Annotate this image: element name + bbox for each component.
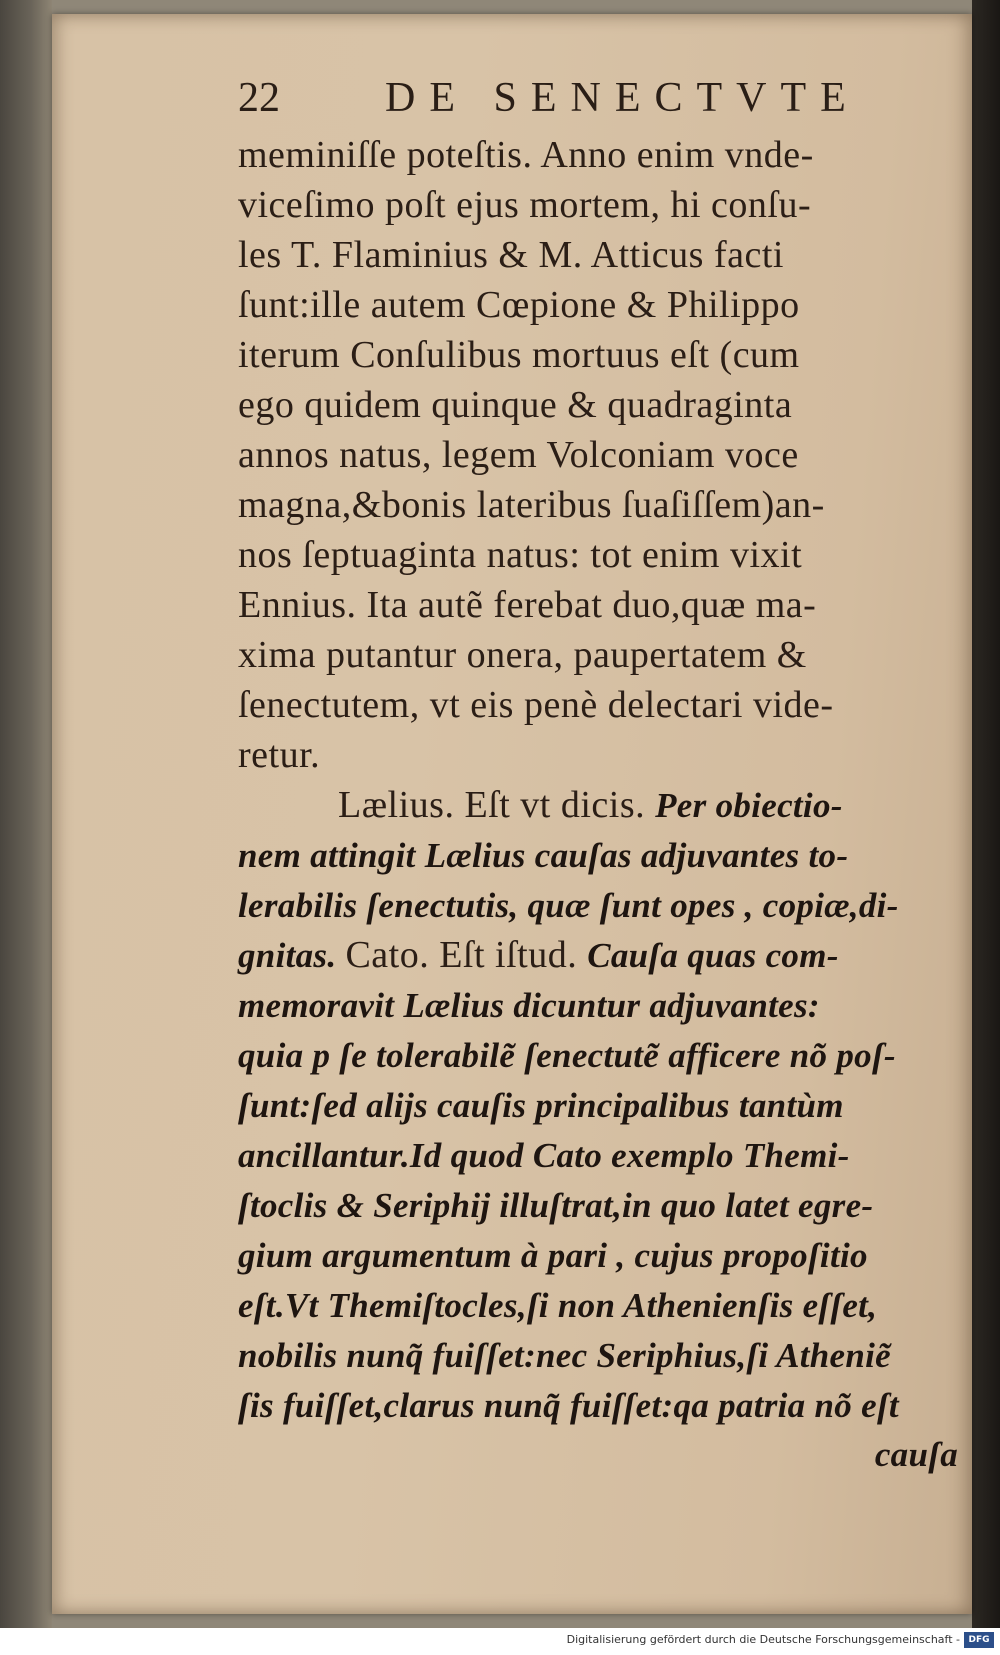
text-line [238, 930, 958, 980]
commentary-text: ſunt:ſed alijs cauſis principalibus tantùm [238, 1086, 844, 1125]
text-line: ſenectutem, vt eis penè delectari vide- [238, 684, 834, 726]
commentary-text: gnitas. [238, 936, 346, 975]
commentary-text: eſt.Vt Themiſtocles,ſi non Athenienſis eſſet, [238, 1286, 878, 1325]
commentary-text: gium argumentum à pari , cujus propoſitio [238, 1236, 868, 1275]
text-line: xima putantur onera, paupertatem & [238, 634, 807, 676]
text-line [238, 830, 958, 880]
footer-credit: Digitalisierung gefördert durch die Deutsche Forschungsgemeinschaft - [566, 1633, 960, 1646]
footer-bar [0, 1628, 1000, 1655]
commentary-text: nobilis nunq̃ fuiſſet:nec Seriphius,ſi Atheniẽ [238, 1336, 892, 1375]
text-line: annos natus, legem Volconiam voce [238, 434, 799, 476]
text-line [238, 980, 958, 1030]
dfg-logo: DFG [964, 1632, 994, 1648]
text-line: ego quidem quinque & quadraginta [238, 384, 793, 426]
text-line: les T. Flaminius & M. Atticus facti [238, 234, 784, 276]
text-line [238, 880, 958, 930]
text-line: magna,&bonis lateribus ſuaſiſſem)an- [238, 484, 825, 526]
text-line [238, 1180, 958, 1230]
text-line: meminiſſe poteſtis. Anno enim vnde- [238, 134, 814, 176]
text-line [238, 1080, 958, 1130]
page-number: 22 [238, 75, 280, 121]
text-line [238, 1380, 958, 1430]
commentary-text: nem attingit Lælius cauſas adjuvantes to- [238, 836, 849, 875]
text-line [238, 1230, 958, 1280]
commentary-text: lerabilis ſenectutis, quæ ſunt opes , copiæ,di- [238, 886, 899, 925]
commentary-text: ſtoclis & Seriphij illuſtrat,in quo latet egre- [238, 1186, 874, 1225]
commentary-text: Per obiectio- [655, 786, 843, 825]
commentary-text: memoravit Lælius dicuntur adjuvantes: [238, 986, 820, 1025]
text-line [238, 1330, 958, 1380]
text-line: nos ſeptuaginta natus: tot enim vixit [238, 534, 803, 576]
page-edge-right [972, 0, 1000, 1628]
page-gutter-left [0, 0, 52, 1628]
main-text [238, 130, 958, 1480]
commentary-text: Cauſa quas com- [587, 936, 839, 975]
text-line [238, 1030, 958, 1080]
catchword: cauſa [874, 1435, 958, 1474]
commentary-text: ancillantur.Id quod Cato exemplo Themi- [238, 1136, 850, 1175]
text-line: retur. [238, 734, 321, 776]
commentary-text: quia p ſe tolerabilẽ ſenectutẽ afficere nõ poſ- [238, 1036, 896, 1075]
running-title: DE SENECTVTE [385, 75, 860, 121]
text-line [238, 1280, 958, 1330]
dialogue-text: Lælius. Eſt vt dicis. [338, 784, 656, 826]
commentary-text: ſis fuiſſet,clarus nunq̃ fuiſſet:qa patria nõ eſt [238, 1386, 899, 1425]
text-line [238, 1130, 958, 1180]
text-line [238, 780, 958, 830]
dialogue-text: Cato. Eſt iſtud. [345, 934, 588, 976]
text-line: Ennius. Ita autẽ ferebat duo,quæ ma- [238, 584, 817, 626]
text-line: iterum Conſulibus mortuus eſt (cum [238, 334, 800, 376]
text-line: ſunt:ille autem Cœpione & Philippo [238, 284, 800, 326]
text-line: viceſimo poſt ejus mortem, hi conſu- [238, 184, 812, 226]
